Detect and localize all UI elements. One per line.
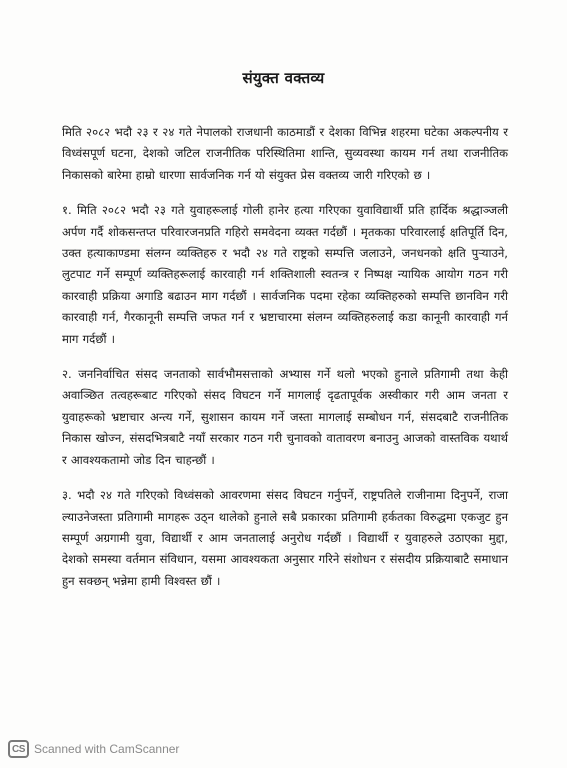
document-title: संयुक्त वक्तव्य — [242, 69, 325, 87]
watermark-text: Scanned with CamScanner — [34, 742, 180, 756]
point-3-paragraph: ३. भदौ २४ गते गरिएको विध्वंसको आवरणमा संसद विघटन गर्नुपर्ने, राष्ट्रपतिले राजीनामा दिनुपर्ने, राजा ल्याउनेजस्ता प्रतिगामी मागहरू उठ्न थालेको हुनाले सबै प्रकारका प्रतिगामी हर्कतका विरुद्धमा एकजुट हुन सम्पूर्ण अग्रगामी युवा, विद्यार्थी र आम जनतालाई अनुरोध गर्दछौं । विद्यार्थी र युवाहरुले उठाएका मुद्दा, देशको समस्या वर्तमान संविधान, यसमा आवश्यकता अनुसार गरिने संशोधन र संसदीय प्रक्रियाबाटै समाधान हुन सक्छन् भन्नेमा हामी विश्वस्त छौं । — [62, 488, 508, 588]
point-2-paragraph: २. जननिर्वाचित संसद जनताको सार्वभौमसत्ताको अभ्यास गर्ने थलो भएको हुनाले प्रतिगामी तथा केही अवाञ्छित तत्वहरूबाट गरिएको संसद विघटन गर्ने मागलाई दृढतापूर्वक अस्वीकार गरी आम जनता र युवाहरूको भ्रष्टाचार अन्त्य गर्ने, सुशासन कायम गर्ने जस्ता मागलाई सम्बोधन गर्न, संसदबाटै राजनीतिक निकास खोज्न, संसदभित्रबाटै नयाँ सरकार गठन गरी चुनावको वातावरण बनाउनु आजको वास्तविक यथार्थ र आवश्यकतामो जोड दिन चाहन्छौं । — [62, 367, 508, 467]
document-body — [62, 122, 508, 606]
point-1-paragraph: १. मिति २०८२ भदौ २३ गते युवाहरूलाई गोली हानेर हत्या गरिएका युवाविद्यार्थी प्रति हार्दिक श्रद्धाञ्जली अर्पण गर्दै शोकसन्तप्त परिवारजनप्रति गहिरो समवेदना व्यक्त गर्दछौं । मृतकका परिवारलाई क्षतिपूर्ति दिन, उक्त हत्याकाण्डमा संलग्न व्यक्तिहरु र भदौ २४ गते राष्ट्रको सम्पत्ति जलाउने, जनधनको क्षति पुऱ्याउने, लुटपाट गर्ने सम्पूर्ण व्यक्तिहरूलाई कारवाही गर्न शक्तिशाली स्वतन्त्र र निष्पक्ष न्यायिक आयोग गठन गरी कारवाही प्रक्रिया अगाडि बढाउन माग गर्दछौं । सार्वजनिक पदमा रहेका व्यक्तिहरुको सम्पत्ति छानविन गरी कारवाही गर्न, गैरकानूनी सम्पत्ति जफत गर्न र भ्रष्टाचारमा संलग्न व्यक्तिहरुलाई कडा कानूनी कारवाही गर्न माग गर्दछौं । — [62, 203, 508, 346]
scanner-watermark — [8, 738, 179, 760]
camscanner-logo-icon: CS — [8, 740, 29, 758]
intro-paragraph: मिति २०८२ भदौ २३ र २४ गते नेपालको राजधानी काठमाडौं र देशका विभिन्न शहरमा घटेका अकल्पनीय र विध्वंसपूर्ण घटना, देशको जटिल राजनीतिक परिस्थितिमा शान्ति, सुव्यवस्था कायम गर्न तथा राजनीतिक निकासको बारेमा हाम्रो धारणा सार्वजनिक गर्न यो संयुक्त प्रेस वक्तव्य जारी गरिएको छ । — [62, 125, 508, 182]
